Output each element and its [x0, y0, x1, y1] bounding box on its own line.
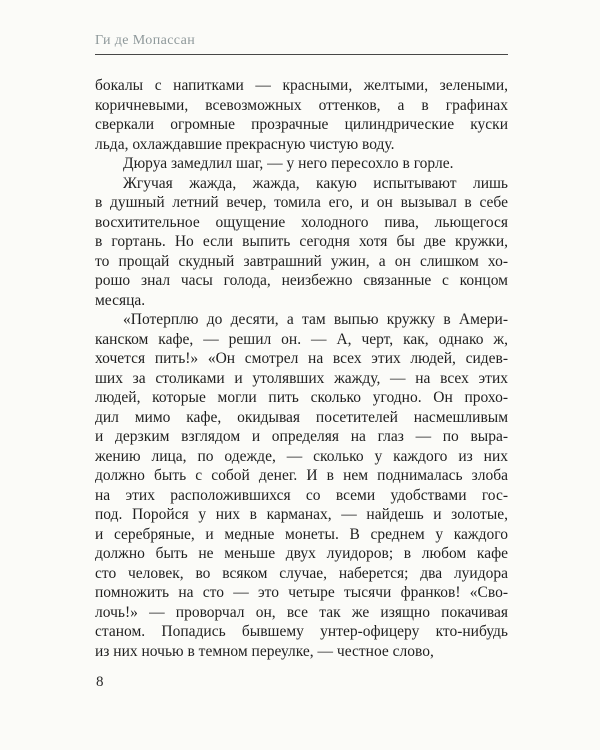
text-line: лочь!» — проворчал он, все так же изящно покачивая — [95, 603, 508, 621]
text-line: хочется пить!» «Он смотрел на всех этих людей, сидев- — [95, 350, 508, 367]
running-title: Ги де Мопассан — [95, 33, 196, 48]
text-line: канском кафе, — решил он. — А, черт, как, однако ж, — [95, 330, 508, 348]
paragraph — [95, 76, 508, 154]
text-line: станом. Попадись бывшему унтер-офицеру кто-нибудь — [95, 623, 508, 640]
text-line: то прощай скудный завтрашний ужин, а он слишком хо- — [95, 252, 508, 270]
text-line: Дюруа замедлил шаг, — у него пересохло в горле. — [123, 155, 454, 172]
page-body — [95, 76, 508, 661]
text-line: из них ночью в темном переулке, — честное слово, — [95, 642, 434, 660]
text-line: в гортань. Но если выпить сегодня хотя бы две кружки, — [95, 233, 508, 250]
paragraph — [95, 310, 508, 661]
text-line: дил мимо кафе, окидывая посетителей насмешливым — [95, 408, 508, 426]
text-line: ших за столиками и утолявших жажду, — на всех этих — [95, 369, 508, 387]
text-line: должно быть с собой денег. И в нем поднималась злоба — [95, 467, 508, 484]
text-line: помножить на сто — это четыре тысячи франков! «Сво- — [95, 584, 508, 601]
text-line: бокалы с напитками — красными, желтыми, зелеными, — [95, 77, 508, 94]
text-line: сто человек, во всяком случае, наберется; два луидора — [95, 564, 508, 582]
running-header — [95, 33, 508, 55]
page-number: 8 — [96, 674, 104, 690]
paragraph — [95, 174, 508, 311]
text-line: людей, которые могли пить сколько угодно. Он прохо- — [95, 389, 508, 406]
text-line: и дерзким взглядом и определяя на глаз — по выра- — [95, 428, 508, 445]
text-line: должно быть не меньше двух луидоров; в любом кафе — [95, 545, 508, 562]
text-line: восхитительное ощущение холодного пива, льющегося — [95, 213, 508, 231]
text-line: в душный летний вечер, томила его, и он вызывал в себе — [95, 194, 508, 211]
text-line: месяца. — [95, 291, 146, 309]
text-line: под. Поройся у них в карманах, — найдешь и золотые, — [95, 506, 508, 523]
text-line: «Потерплю до десяти, а там выпью кружку в Амери- — [123, 311, 508, 328]
text-line: льда, охлаждавшие прекрасную чистую воду. — [95, 135, 395, 153]
text-line: рошо знал часы голода, неизбежно связанные с концом — [95, 272, 508, 289]
text-line: коричневыми, всевозможных оттенков, а в графинах — [95, 96, 508, 114]
paragraph — [95, 154, 508, 174]
text-line: на этих расположившихся со всеми удобствами гос- — [95, 486, 508, 504]
text-line: Жгучая жажда, жажда, какую испытывают лишь — [123, 174, 508, 192]
text-line: жению лица, по одежде, — сколько у каждого из них — [95, 447, 508, 465]
page-footer — [96, 674, 104, 691]
text-line: и серебряные, и медные монеты. В среднем у каждого — [95, 525, 508, 543]
header-rule — [95, 54, 508, 55]
text-line: сверкали огромные прозрачные цилиндрические куски — [95, 116, 508, 133]
